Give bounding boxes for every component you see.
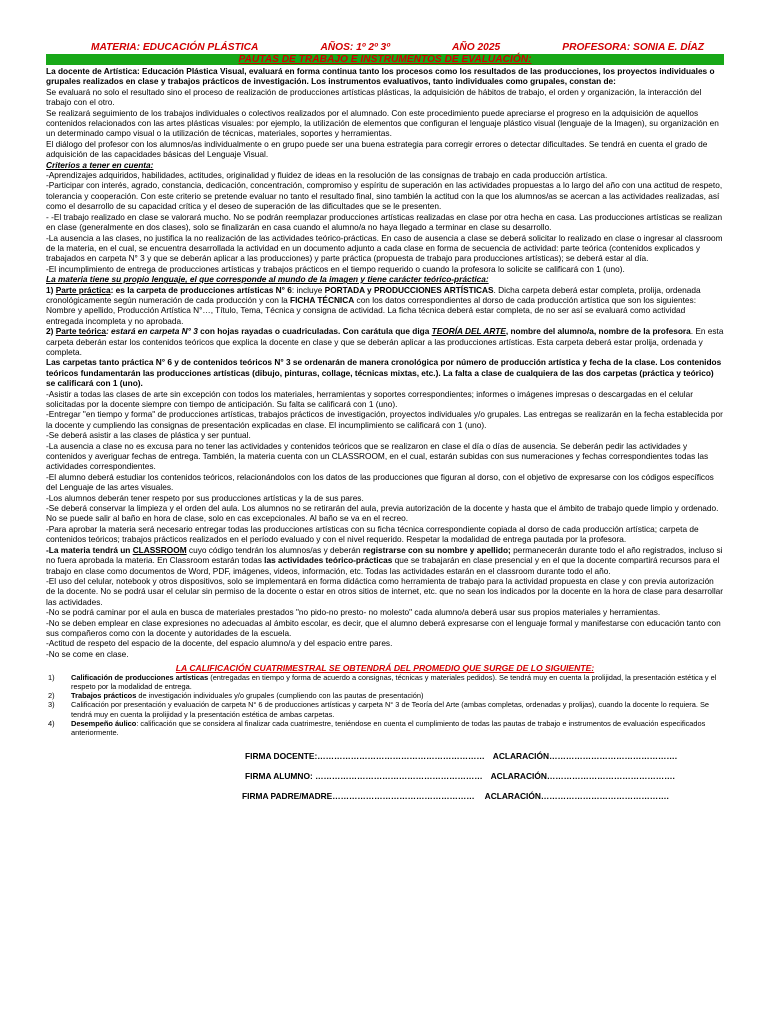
carpetas-paragraph: Las carpetas tanto práctica N° 6 y de contenidos teóricos N° 3 se ordenarán de manera cronológica por número de producción artística y fecha de la clase. Los contenidos teóricos fundamentarán las producciones artísticas (dibujo, pinturas, collage, técnicas mixtas, etc.). La falta a clase de cualquiera de las dos carpetas (práctica y teórico) se calificará con 1 (uno). bbox=[46, 357, 722, 389]
intro-bold: La docente de Artística: Educación Plástica Visual, evaluará en forma continua tanto los procesos como los resultados de las producciones, los proyectos individuales o grupales realizados en clase y trabajos prácticos de investigación. Los instrumentos evaluativos, tanto individuales como grupales, constan de: bbox=[46, 66, 715, 87]
parte-teorica-bold: con hojas rayadas o cuadriculadas. Con carátula que diga bbox=[197, 326, 432, 337]
item-bold: Desempeño áulico bbox=[71, 718, 137, 728]
intro-paragraph: Se realizará seguimiento de los trabajos individuales o colectivos realizados por el alumnado. Con este procedimiento puede apreciarse el progreso en la adquisición de aquellos contenidos relacionados con las artes plásticas visuales: por ejemplo, la utilización de elementos que configuran el lenguaje plástico visual (lenguaje de la Imagen), su organización en un determinado campo visual o la utilización de técnicas, materiales, soportes y herramientas. bbox=[46, 107, 719, 139]
rule-item: -Asistir a todas las clases de arte sin excepción con todos los materiales, herramientas y soportes correspondientes; informes o imágenes impresas o descargadas en el celular solicitadas por la docente siempre con tiempo de anticipación. Su falta se calificará con 1 (uno). bbox=[46, 388, 694, 409]
document-subtitle: PAUTAS DE TRABAJO E INSTRUMENTOS DE EVALUACIÓN: bbox=[46, 54, 724, 65]
calificacion-item bbox=[48, 719, 724, 737]
item-text bbox=[71, 700, 724, 718]
rule-item: -Actitud de respeto del espacio de la docente, del espacio alumno/a y del espacio entre pares. bbox=[46, 638, 393, 649]
classroom-text: -La materia tendrá un bbox=[46, 544, 133, 555]
item-detail: de investigación individuales y/o grupales (cumpliendo con las pautas de presentación) bbox=[136, 691, 424, 701]
criterio-item: -Participar con interés, agrado, constancia, dedicación, concentración, compromiso y espíritu de superación en las actividades propuestas a lo largo del año con una actitud de respeto, tolerancia y cooperación. Con este criterio se pretende evaluar no tanto el resultado final, sino también la actitud con la que los alumnos/as se acercan a las actividades realizadas, así como el desarrollo de su capacidad crítica y el deseo de superación de las dificultades que se le presenten. bbox=[46, 180, 723, 212]
calificacion-list bbox=[46, 673, 724, 737]
calificacion-title: LA CALIFICACIÓN CUATRIMESTRAL SE OBTENDRÁ DEL PROMEDIO QUE SURGE DE LO SIGUIENTE: bbox=[175, 663, 595, 674]
item-number: 3) bbox=[48, 700, 55, 710]
classroom-paragraph bbox=[46, 545, 724, 576]
rule-item: -Para aprobar la materia será necesario entregar todas las producciones artísticas con su ficha técnica correspondiente copiada al dorso de cada producción artística; carpeta de contenidos teóricos; trabajos prácticos realizados en el período evaluado y con el nivel requerido. Respetar la modalidad de entrega pautada por la profesora. bbox=[46, 523, 699, 545]
classroom-label: CLASSROOM bbox=[132, 544, 187, 555]
item-text bbox=[71, 691, 424, 700]
parte-practica-text: . Dicha carpeta deberá estar completa, prolija, ordenada cronológicamente según numeración de cada producción y con la bbox=[46, 284, 701, 305]
aclaracion-docente-field: ACLARACIÓN………………………………………. bbox=[492, 750, 678, 761]
firma-docente-field: FIRMA DOCENTE:…………………………………………………… bbox=[245, 750, 485, 761]
intro-paragraph: Se evaluará no solo el resultado sino el proceso de realización de producciones artísticas plásticas, la adquisición de hábitos de trabajo, el orden y organización, la interacción del trabajo con el otro. bbox=[46, 86, 702, 108]
rule-item: -Los alumnos deberán tener respeto por sus producciones artísticas y la de sus pares. bbox=[46, 492, 364, 503]
document-body bbox=[46, 66, 724, 659]
teoria-del-arte-label: TEORÍA DEL ARTE bbox=[431, 326, 506, 337]
profesora-label: PROFESORA: SONIA E. DÍAZ bbox=[562, 42, 704, 53]
parte-practica-label: Parte práctica bbox=[55, 284, 111, 295]
firma-alumno-row bbox=[46, 766, 724, 786]
rule-item: -Se deberá asistir a las clases de plástica y ser puntual. bbox=[46, 430, 251, 441]
classroom-text: permanecerán durante todo el año registrados, incluso si no fuera aprobada la materia. En Classroom estarán todas bbox=[46, 544, 723, 566]
parte-teorica-text: . En esta carpeta deberán estar los contenidos teóricos que explica la docente en clase y que se deberán aplicar a las producciones artísticas. Esta carpeta deberá estar prolija, ordenada y completa. bbox=[46, 326, 724, 357]
parte-teorica-bold: : estará en carpeta N° 3 bbox=[105, 326, 198, 337]
parte-teorica-bold: , nombre del alumno/a, nombre de la profesora bbox=[505, 326, 691, 337]
rule-item: -El uso del celular, notebook y otros dispositivos, solo se implementará en forma didáctica como herramienta de trabajo para la actividad propuesta en clase y con previa autorización de la docente. No se podrá usar el celular sin permiso de la docente o estar en otros sitios de internet, etc. que no sean los indicados por la docente en la hora de clase para desarrollar las actividades. bbox=[46, 575, 724, 607]
calificacion-item bbox=[48, 691, 724, 700]
item-number: 4) bbox=[48, 718, 55, 728]
firma-alumno-field: FIRMA ALUMNO: …………………………………………………… bbox=[245, 770, 483, 781]
signature-block bbox=[46, 746, 724, 806]
item-bold: Trabajos prácticos bbox=[71, 691, 137, 701]
firma-padre-row bbox=[46, 786, 724, 806]
calificacion-item bbox=[48, 673, 724, 691]
criterio-item: -Aprendizajes adquiridos, habilidades, actitudes, originalidad y fluidez de ideas en la resolución de las consignas de trabajo en cada producción artística. bbox=[46, 170, 608, 181]
rule-item: -No se podrá caminar por el aula en busca de materiales prestados "no pido-no presto- no molesto" cada alumno/a deberá usar sus propios materiales y herramientas. bbox=[46, 607, 661, 618]
item-number: 2) bbox=[48, 691, 55, 701]
classroom-bold: las actividades teórico-prácticas bbox=[264, 555, 393, 566]
item-bold: Calificación de producciones artísticas bbox=[71, 673, 209, 683]
item-number: 1) bbox=[46, 284, 54, 295]
criterios-title: Criterios a tener en cuenta: bbox=[46, 159, 154, 170]
aclaracion-alumno-field: ACLARACIÓN………………………………………. bbox=[490, 770, 675, 781]
rule-item: -No se come en clase. bbox=[46, 648, 129, 659]
item-detail: : calificación que se considera al finalizar cada cuatrimestre, teniéndose en cuenta el cumplimiento de todas las pautas de trabajo e instrumentos de evaluación especificados anteriormente. bbox=[71, 718, 706, 737]
parte-practica bbox=[46, 285, 724, 327]
calificacion-item bbox=[48, 700, 724, 718]
parte-practica-bold: PORTADA y PRODUCCIONES ARTÍSTICAS bbox=[324, 284, 494, 295]
item-number: 1) bbox=[48, 673, 55, 683]
rule-item: -Se deberá conservar la limpieza y el orden del aula. Los alumnos no se retirarán del aula, previa autorización de la docente y hasta que el ámbito de trabajo quede limpio y ordenado. No se puede salir al baño en hora de clase, solo en cas excepcionales. Al baño se va en el recreo. bbox=[46, 503, 719, 524]
intro-paragraph: El diálogo del profesor con los alumnos/as individualmente o en grupo puede ser una buena estrategia para corregir errores o detectar dificultades. Se tendrá en cuenta el grado de adquisición de las capacidades básicas del Lenguaje Visual. bbox=[46, 138, 708, 160]
item-text bbox=[71, 719, 724, 737]
parte-practica-bold: : es la carpeta de producciones artísticas N° 6 bbox=[110, 284, 292, 295]
firma-docente-row bbox=[46, 746, 724, 766]
anio-label: AÑO 2025 bbox=[452, 42, 501, 53]
anios-label: AÑOS: 1º 2º 3º bbox=[320, 42, 390, 53]
criterio-item: - -El trabajo realizado en clase se valorará mucho. No se podrán reemplazar producciones artísticas realizadas en clase por otra hecha en casa. Las producciones artísticas se realizan en clase (generalmente en dos clases), solo se finalizarán en casa cuando el alumno/a no haya llegado a terminar en clase su desarrollo. bbox=[46, 211, 723, 233]
classroom-text: que se trabajarán en clase presencial y en el que la docente compartirá recursos para el trabajo en clase como documentos de Word, PDF, imágenes, videos, información, etc. Todas las actividades estarán en el classroom durante todo el año. bbox=[46, 555, 720, 576]
parte-teorica bbox=[46, 326, 724, 357]
parte-teorica-label: Parte teórica bbox=[55, 326, 106, 337]
item-detail: (entregadas en tiempo y forma de acuerdo a consignas, técnicas y materiales pedidos). Se tendrá muy en cuenta la prolijidad, la presentación estética y el respeto por la modalidad de entrega. bbox=[71, 673, 717, 692]
rule-item: -Entregar "en tiempo y forma" de producciones artísticas, trabajos prácticos de investigación, proyectos individuales y/o grupales. Las entregas se realizarán en la fecha establecida por la docente y cumpliendo las consignas de presentación explicadas en clase. El incumplimiento se calificará con 1 (uno). bbox=[46, 409, 723, 430]
classroom-text: cuyo código tendrán los alumnos/as y deberán bbox=[186, 544, 363, 555]
lenguaje-title: La materia tiene su propio lenguaje, el que corresponde al mundo de la imagen y tiene carácter teórico-práctica: bbox=[46, 274, 489, 285]
classroom-bold: registrarse con su nombre y apellido; bbox=[362, 544, 511, 555]
item-detail: Calificación por presentación y evaluación de carpeta N° 6 de producciones artísticas y carpeta N° 3 de Teoría del Arte (ambas completas, ordenadas y prolijas), cuando la docente lo requiera. Se tendrá muy en cuenta la prolijidad y la presentación estética de ambas carpetas. bbox=[71, 700, 710, 719]
document-header bbox=[46, 42, 724, 54]
item-number: 2) bbox=[46, 326, 54, 337]
rule-item: -El alumno deberá estudiar los contenidos teóricos, relacionándolos con los datos de las producciones que figuran al dorso, con el objetivo de expresarse con los códigos específicos del Lenguaje de las artes visuales. bbox=[46, 471, 714, 493]
criterio-item: -El incumplimiento de entrega de producciones artísticas y trabajos prácticos en el tiempo requerido o cuando la profesora lo solicite se calificará con 1 (uno). bbox=[46, 263, 625, 274]
parte-practica-text: : incluye bbox=[291, 284, 325, 295]
firma-padre-field: FIRMA PADRE/MADRE…………………………………………… bbox=[242, 790, 475, 801]
criterio-item: -La ausencia a las clases, no justifica la no realización de las actividades teórico-prácticas. En caso de ausencia a clase se deberá solicitar lo realizado en clase o ingresar al classroom de la materia, en el cual, se encuentra desarrollada la actividad en un documento adjunto a cada clase en forma de secuencia de actividad: parte teórica (contenidos explicados y trabajados en carpeta N° 3 y que se deberán aplicar a las producciones) y parte práctica (propuesta de trabajo para producciones artísticas); se deberá estar al día. bbox=[46, 232, 723, 264]
ficha-tecnica-label: FICHA TÉCNICA bbox=[290, 294, 355, 305]
materia-label: MATERIA: EDUCACIÓN PLÁSTICA bbox=[91, 42, 259, 53]
item-text bbox=[71, 673, 724, 691]
rule-item: -La ausencia a clase no es excusa para no tener las actividades y contenidos teóricos que se realizaron en clase el día o días de ausencia. Se deberán pedir las actividades y contenidos y averiguar fechas de entrega. También, la materia cuenta con un CLASSROOM, en el cual, estarán subidas con sus numeraciones y fechas correspondientes todas las actividades correspondientes. bbox=[46, 440, 709, 472]
aclaracion-padre-field: ACLARACIÓN………………………………………. bbox=[484, 790, 669, 801]
parte-practica-text: con los datos correspondientes al dorso de cada producción artística que son los siguientes: Nombre y apellido, Producción Artística N°…, Título, Tema, Técnica y consigna de actividad. La ficha técnica deberá estar completa, de no ser así se evaluará como actividad entregada incompleta y no aprobada. bbox=[46, 294, 696, 326]
rule-item: -No se deben emplear en clase expresiones no adecuadas al ámbito escolar, es decir, que el alumno deberá expresarse con el lenguaje formal y manifestarse con educación tanto con sus compañeros como con la docente y autoridades de la escuela. bbox=[46, 617, 721, 638]
